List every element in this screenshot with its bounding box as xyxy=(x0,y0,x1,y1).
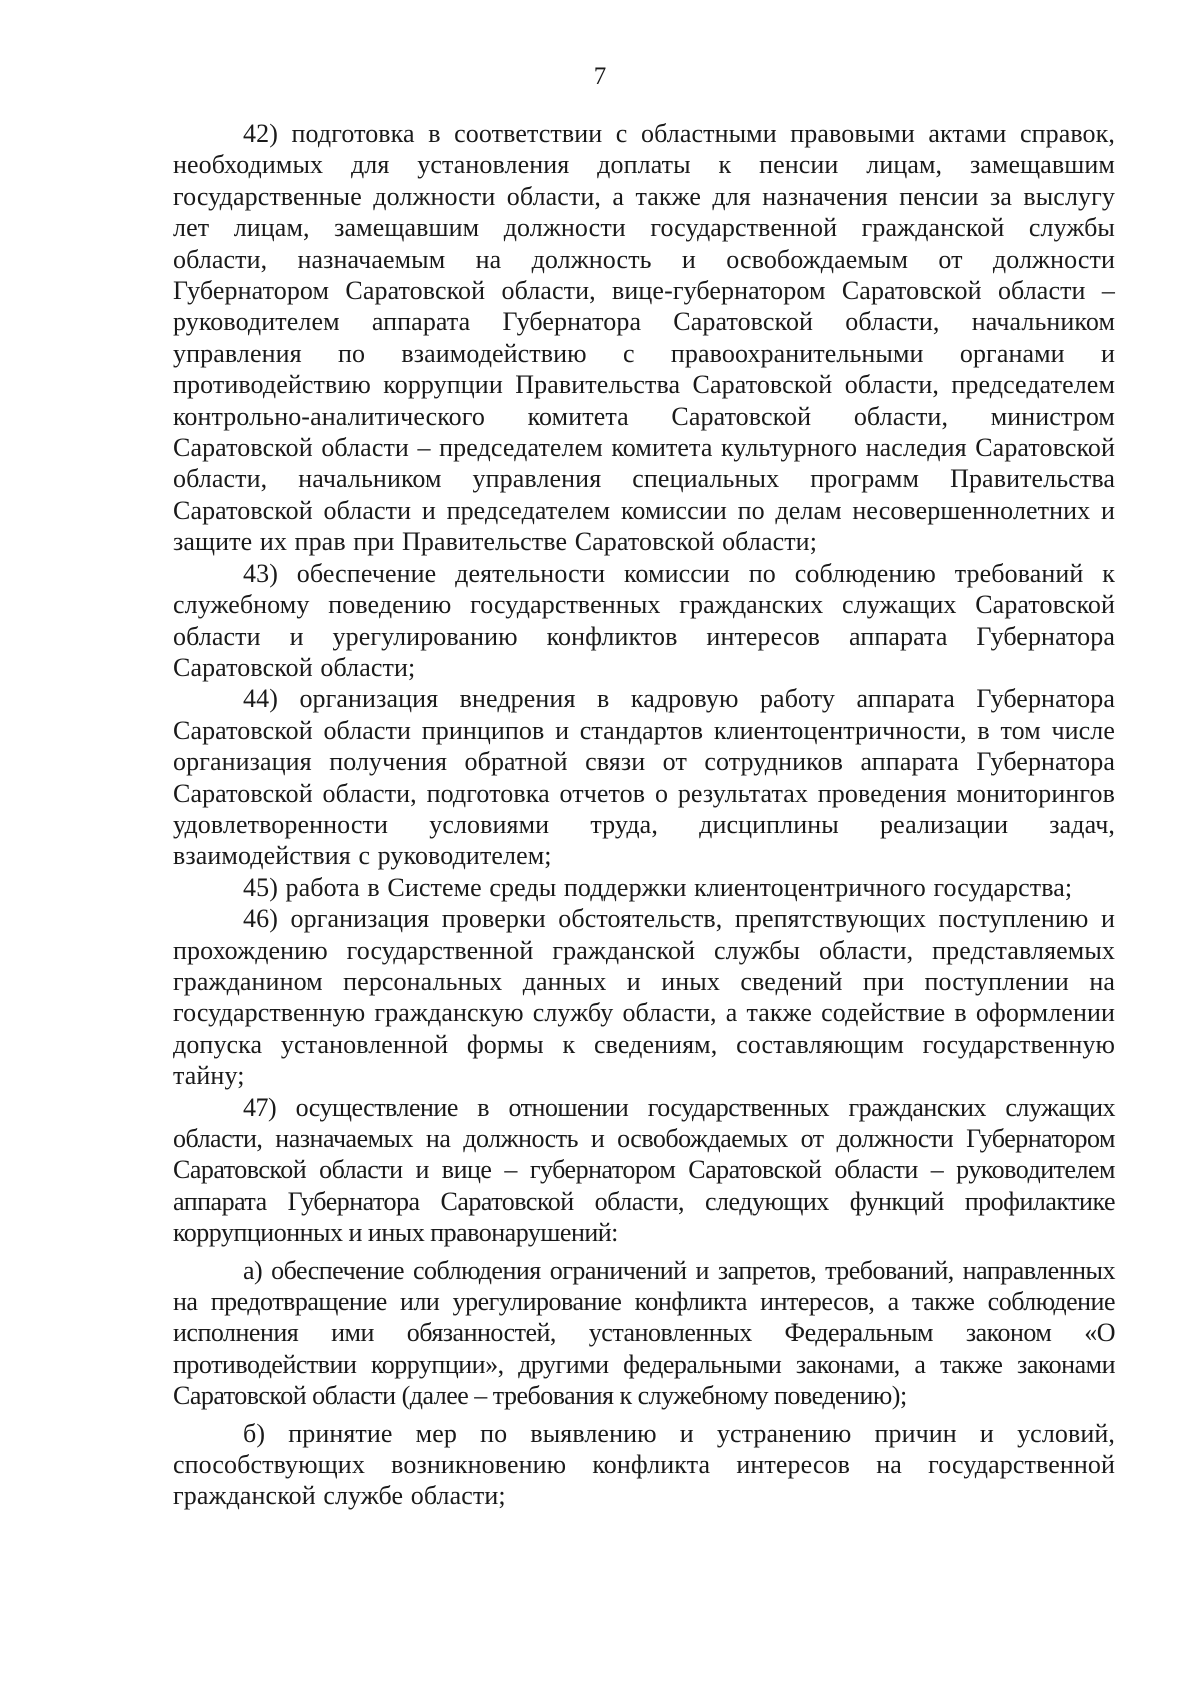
paragraph-46: 46) организация проверки обстоятельств, препятствующих поступлению и прохождению государственной гражданской службы области, представляемых гражданином персональных данных и иных сведений при поступлении на государственную гражданскую службу области, а также содействие в оформлении допуска установленной формы к сведениям, составляющим государственную тайну; xyxy=(173,904,1115,1091)
page-number: 7 xyxy=(593,63,607,90)
paragraph-44: 44) организация внедрения в кадровую работу аппарата Губернатора Саратовской области принципов и стандартов клиентоцентричности, в том числе организация получения обратной связи от сотрудников аппарата Губернатора Саратовской области, подготовка отчетов о результатах проведения мониторингов удовлетворенности условиями труда, дисциплины реализации задач, взаимодействия с руководителем; xyxy=(173,684,1115,871)
paragraph-42: 42) подготовка в соответствии с областными правовыми актами справок, необходимых для установления доплаты к пенсии лицам, замещавшим государственные должности области, а также для назначения пенсии за выслугу лет лицам, замещавшим должности государственной гражданской службы области, назначаемым на должность и освобождаемым от должности Губернатором Саратовской области, вице-губернатором Саратовской области – руководителем аппарата Губернатора Саратовской области, начальником управления по взаимодействию с правоохранительными органами и противодействию коррупции Правительства Саратовской области, председателем контрольно-аналитического комитета Саратовской области, министром Саратовской области – председателем комитета культурного наследия Саратовской области, начальником управления специальных программ Правительства Саратовской области и председателем комиссии по делам несовершеннолетних и защите их прав при Правительстве Саратовской области; xyxy=(173,119,1115,557)
paragraph-47a: а) обеспечение соблюдения ограничений и запретов, требований, направленных на предотвращение или урегулирование конфликта интересов, а также соблюдение исполнения ими обязанностей, установленных Федеральным законом «О противодействии коррупции», другими федеральными законами, а также законами Саратовской области (далее – требования к служебному поведению); xyxy=(173,1255,1115,1411)
paragraph-47b: б) принятие мер по выявлению и устранению причин и условий, способствующих возникновению конфликта интересов на государственной гражданской службе области; xyxy=(173,1418,1115,1511)
paragraph-47: 47) осуществление в отношении государственных гражданских служащих области, назначаемых на должность и освобождаемых от должности Губернатором Саратовской области и вице – губернатором Саратовской области – руководителем аппарата Губернатора Саратовской области, следующих функций профилактике коррупционных и иных правонарушений: xyxy=(173,1092,1115,1248)
document-body xyxy=(173,118,1115,1512)
paragraph-43: 43) обеспечение деятельности комиссии по соблюдению требований к служебному поведению государственных гражданских служащих Саратовской области и урегулированию конфликтов интересов аппарата Губернатора Саратовской области; xyxy=(173,558,1115,682)
paragraph-45: 45) работа в Системе среды поддержки клиентоцентричного государства; xyxy=(243,872,1073,902)
